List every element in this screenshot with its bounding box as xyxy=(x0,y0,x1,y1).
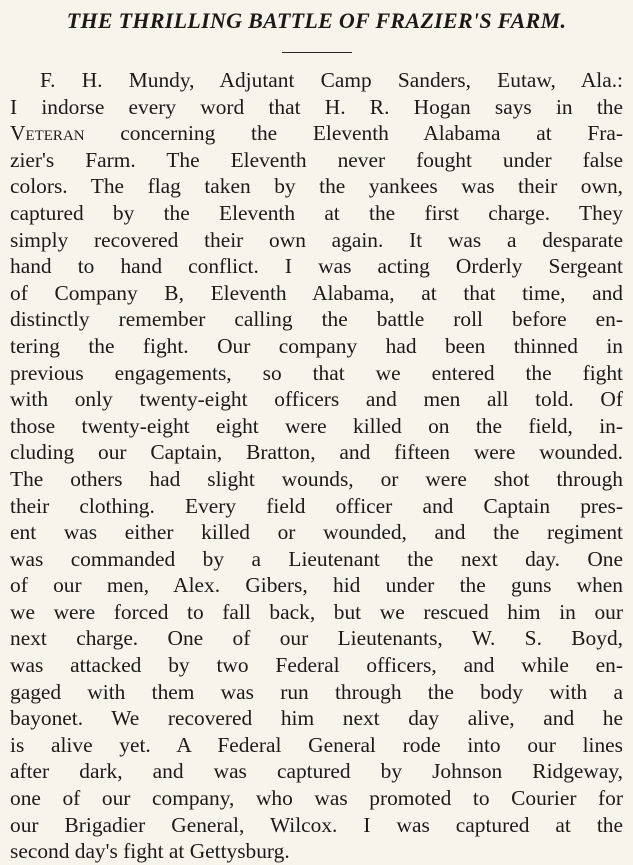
article-line-12: previous engagements, so that we entered the fight xyxy=(10,360,623,385)
article-line-13: with only twenty-eight officers and men all told. Of xyxy=(10,387,623,412)
article-line-9: of Company B, Eleventh Alabama, at that time, and xyxy=(10,280,623,305)
article-line-5: colors. The flag taken by the yankees was their own, xyxy=(10,174,623,199)
article-body xyxy=(10,67,623,865)
article-line-28: one of our company, who was promoted to Courier for xyxy=(10,786,623,811)
article-line-7: simply recovered their own again. It was a desparate xyxy=(10,227,623,252)
article-line-25: bayonet. We recovered him next day alive, and he xyxy=(10,706,623,731)
article-line-26: is alive yet. A Federal General rode into our lines xyxy=(10,732,623,757)
article-title: THE THRILLING BATTLE OF FRAZIER'S FARM. xyxy=(66,8,567,33)
article-line-30: second day's fight at Gettysburg. xyxy=(10,839,290,864)
article-line-15: cluding our Captain, Bratton, and fifteen were wounded. xyxy=(10,440,623,465)
article-line-21: we were forced to fall back, but we rescued him in our xyxy=(10,599,623,624)
article-line-2: I indorse every word that H. R. Hogan says in the xyxy=(10,94,623,119)
article-line-4: zier's Farm. The Eleventh never fought under false xyxy=(10,147,623,172)
article-line-10: distinctly remember calling the battle roll before en- xyxy=(10,307,623,332)
article-line-23: was attacked by two Federal officers, and while en- xyxy=(10,653,623,678)
article-line-24: gaged with them was run through the body with a xyxy=(10,679,623,704)
article-line-27: after dark, and was captured by Johnson Ridgeway, xyxy=(10,759,623,784)
article-line-1: F. H. Mundy, Adjutant Camp Sanders, Eutaw, Ala.: xyxy=(40,68,623,92)
article-line-19: was commanded by a Lieutenant the next day. One xyxy=(10,546,623,571)
article-line-16: The others had slight wounds, or were shot through xyxy=(10,466,623,491)
article-line-20: of our men, Alex. Gibers, hid under the guns when xyxy=(10,573,623,598)
article-line-6: captured by the Eleventh at the first charge. They xyxy=(10,200,623,225)
article-line-18: ent was either killed or wounded, and the regiment xyxy=(10,520,623,545)
article-line-17: their clothing. Every field officer and Captain pres- xyxy=(10,493,623,518)
article-line-29: our Brigadier General, Wilcox. I was captured at the xyxy=(10,812,623,837)
article-line-14: those twenty-eight eight were killed on the field, in- xyxy=(10,413,623,438)
article-line-8: hand to hand conflict. I was acting Orderly Sergeant xyxy=(10,254,623,279)
veteran-small-caps: Veteran xyxy=(10,121,85,146)
article-line-11: tering the fight. Our company had been thinned in xyxy=(10,333,623,358)
article-line-22: next charge. One of our Lieutenants, W. S. Boyd, xyxy=(10,626,623,651)
article-line-3-rest: concerning the Eleventh Alabama at Fra- xyxy=(84,121,623,146)
title-divider xyxy=(282,52,352,53)
article-line-3 xyxy=(10,120,623,147)
